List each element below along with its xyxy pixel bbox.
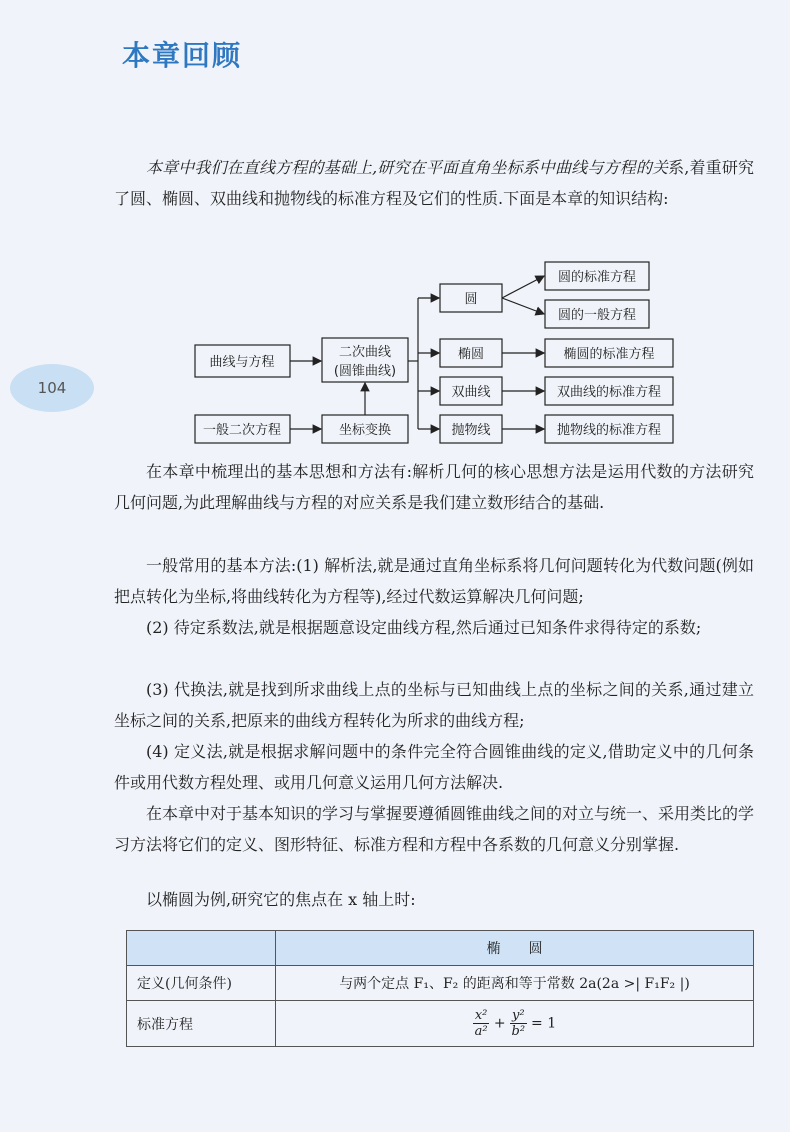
table-header-ellipse: 椭 圆 <box>276 931 754 966</box>
paragraph-method-3: (3) 代换法,就是找到所求曲线上点的坐标与已知曲线上点的坐标之间的关系,通过建立坐标之间的关系,把原来的曲线方程转化为所求的曲线方程; <box>114 680 754 730</box>
table-header-empty <box>127 931 276 966</box>
label-general-equation: 一般二次方程 <box>202 423 282 438</box>
label-circle-general: 圆的一般方程 <box>557 308 637 323</box>
fraction-y-denominator: b² <box>511 1024 526 1039</box>
page-number-badge <box>10 364 94 412</box>
table-header-row <box>127 931 754 966</box>
label-parabola-standard: 抛物线的标准方程 <box>556 423 662 438</box>
fraction-x-numerator: x² <box>474 1008 488 1023</box>
label-hyperbola: 双曲线 <box>451 385 491 400</box>
paragraph-method-1: 一般常用的基本方法:(1) 解析法,就是通过直角坐标系将几何问题转化为代数问题(例如把点转化为坐标,将曲线转化为方程等),经过代数运算解决几何问题; <box>114 556 754 606</box>
equation-rhs: = 1 <box>531 1015 557 1032</box>
fraction-y <box>510 1008 527 1039</box>
label-ellipse: 椭圆 <box>457 347 485 362</box>
label-parabola: 抛物线 <box>451 423 491 438</box>
paragraph-ellipse-example: 以椭圆为例,研究它的焦点在 x 轴上时: <box>146 890 416 909</box>
label-coord-transform: 坐标变换 <box>338 423 392 438</box>
table-row <box>127 966 754 1001</box>
label-conic-line2: (圆锥曲线) <box>333 364 397 379</box>
paragraph-thoughts: 在本章中梳理出的基本思想和方法有:解析几何的核心思想方法是运用代数的方法研究几何问题,为此理解曲线与方程的对应关系是我们建立数形结合的基础. <box>114 462 754 512</box>
row-value-standard-equation <box>276 1001 754 1047</box>
row-value-definition: 与两个定点 F₁、F₂ 的距离和等于常数 2a(2a >| F₁F₂ |) <box>276 966 754 1001</box>
intro-rest: 系,着重研究了圆、椭圆、双曲线和抛物线的标准方程及它们的性质.下面是本章的知识结构: <box>114 158 754 208</box>
label-hyperbola-standard: 双曲线的标准方程 <box>556 385 662 400</box>
page-number: 104 <box>37 379 67 397</box>
paragraph-method-4: (4) 定义法,就是根据求解问题中的条件完全符合圆锥曲线的定义,借助定义中的几何条件或用代数方程处理、或用几何意义运用几何方法解决. <box>114 742 754 792</box>
fraction-x-denominator: a² <box>474 1024 488 1039</box>
paragraph-method-2: (2) 待定系数法,就是根据题意设定曲线方程,然后通过已知条件求得待定的系数; <box>146 618 702 637</box>
intro-paragraph <box>114 152 754 214</box>
label-circle: 圆 <box>464 292 478 307</box>
plus-sign: + <box>493 1015 506 1032</box>
label-circle-standard: 圆的标准方程 <box>557 270 637 285</box>
label-ellipse-standard: 椭圆的标准方程 <box>563 347 655 362</box>
row-label-definition: 定义(几何条件) <box>127 966 276 1001</box>
fraction-x <box>473 1008 490 1039</box>
knowledge-structure-diagram <box>190 258 690 448</box>
label-curve-equation: 曲线与方程 <box>209 355 275 370</box>
intro-lead: 本章中我们在直线方程的基础上,研究在平面直角坐标系中曲线与方程的关 <box>146 158 669 177</box>
label-conic-line1: 二次曲线 <box>338 345 392 360</box>
chapter-title: 本章回顾 <box>122 39 243 72</box>
table-row <box>127 1001 754 1047</box>
paragraph-study-advice: 在本章中对于基本知识的学习与掌握要遵循圆锥曲线之间的对立与统一、采用类比的学习方法将它们的定义、图形特征、标准方程和方程中各系数的几何意义分别掌握. <box>114 804 755 854</box>
ellipse-table <box>126 930 754 1047</box>
fraction-y-numerator: y² <box>512 1008 525 1023</box>
row-label-standard-equation: 标准方程 <box>127 1001 276 1047</box>
